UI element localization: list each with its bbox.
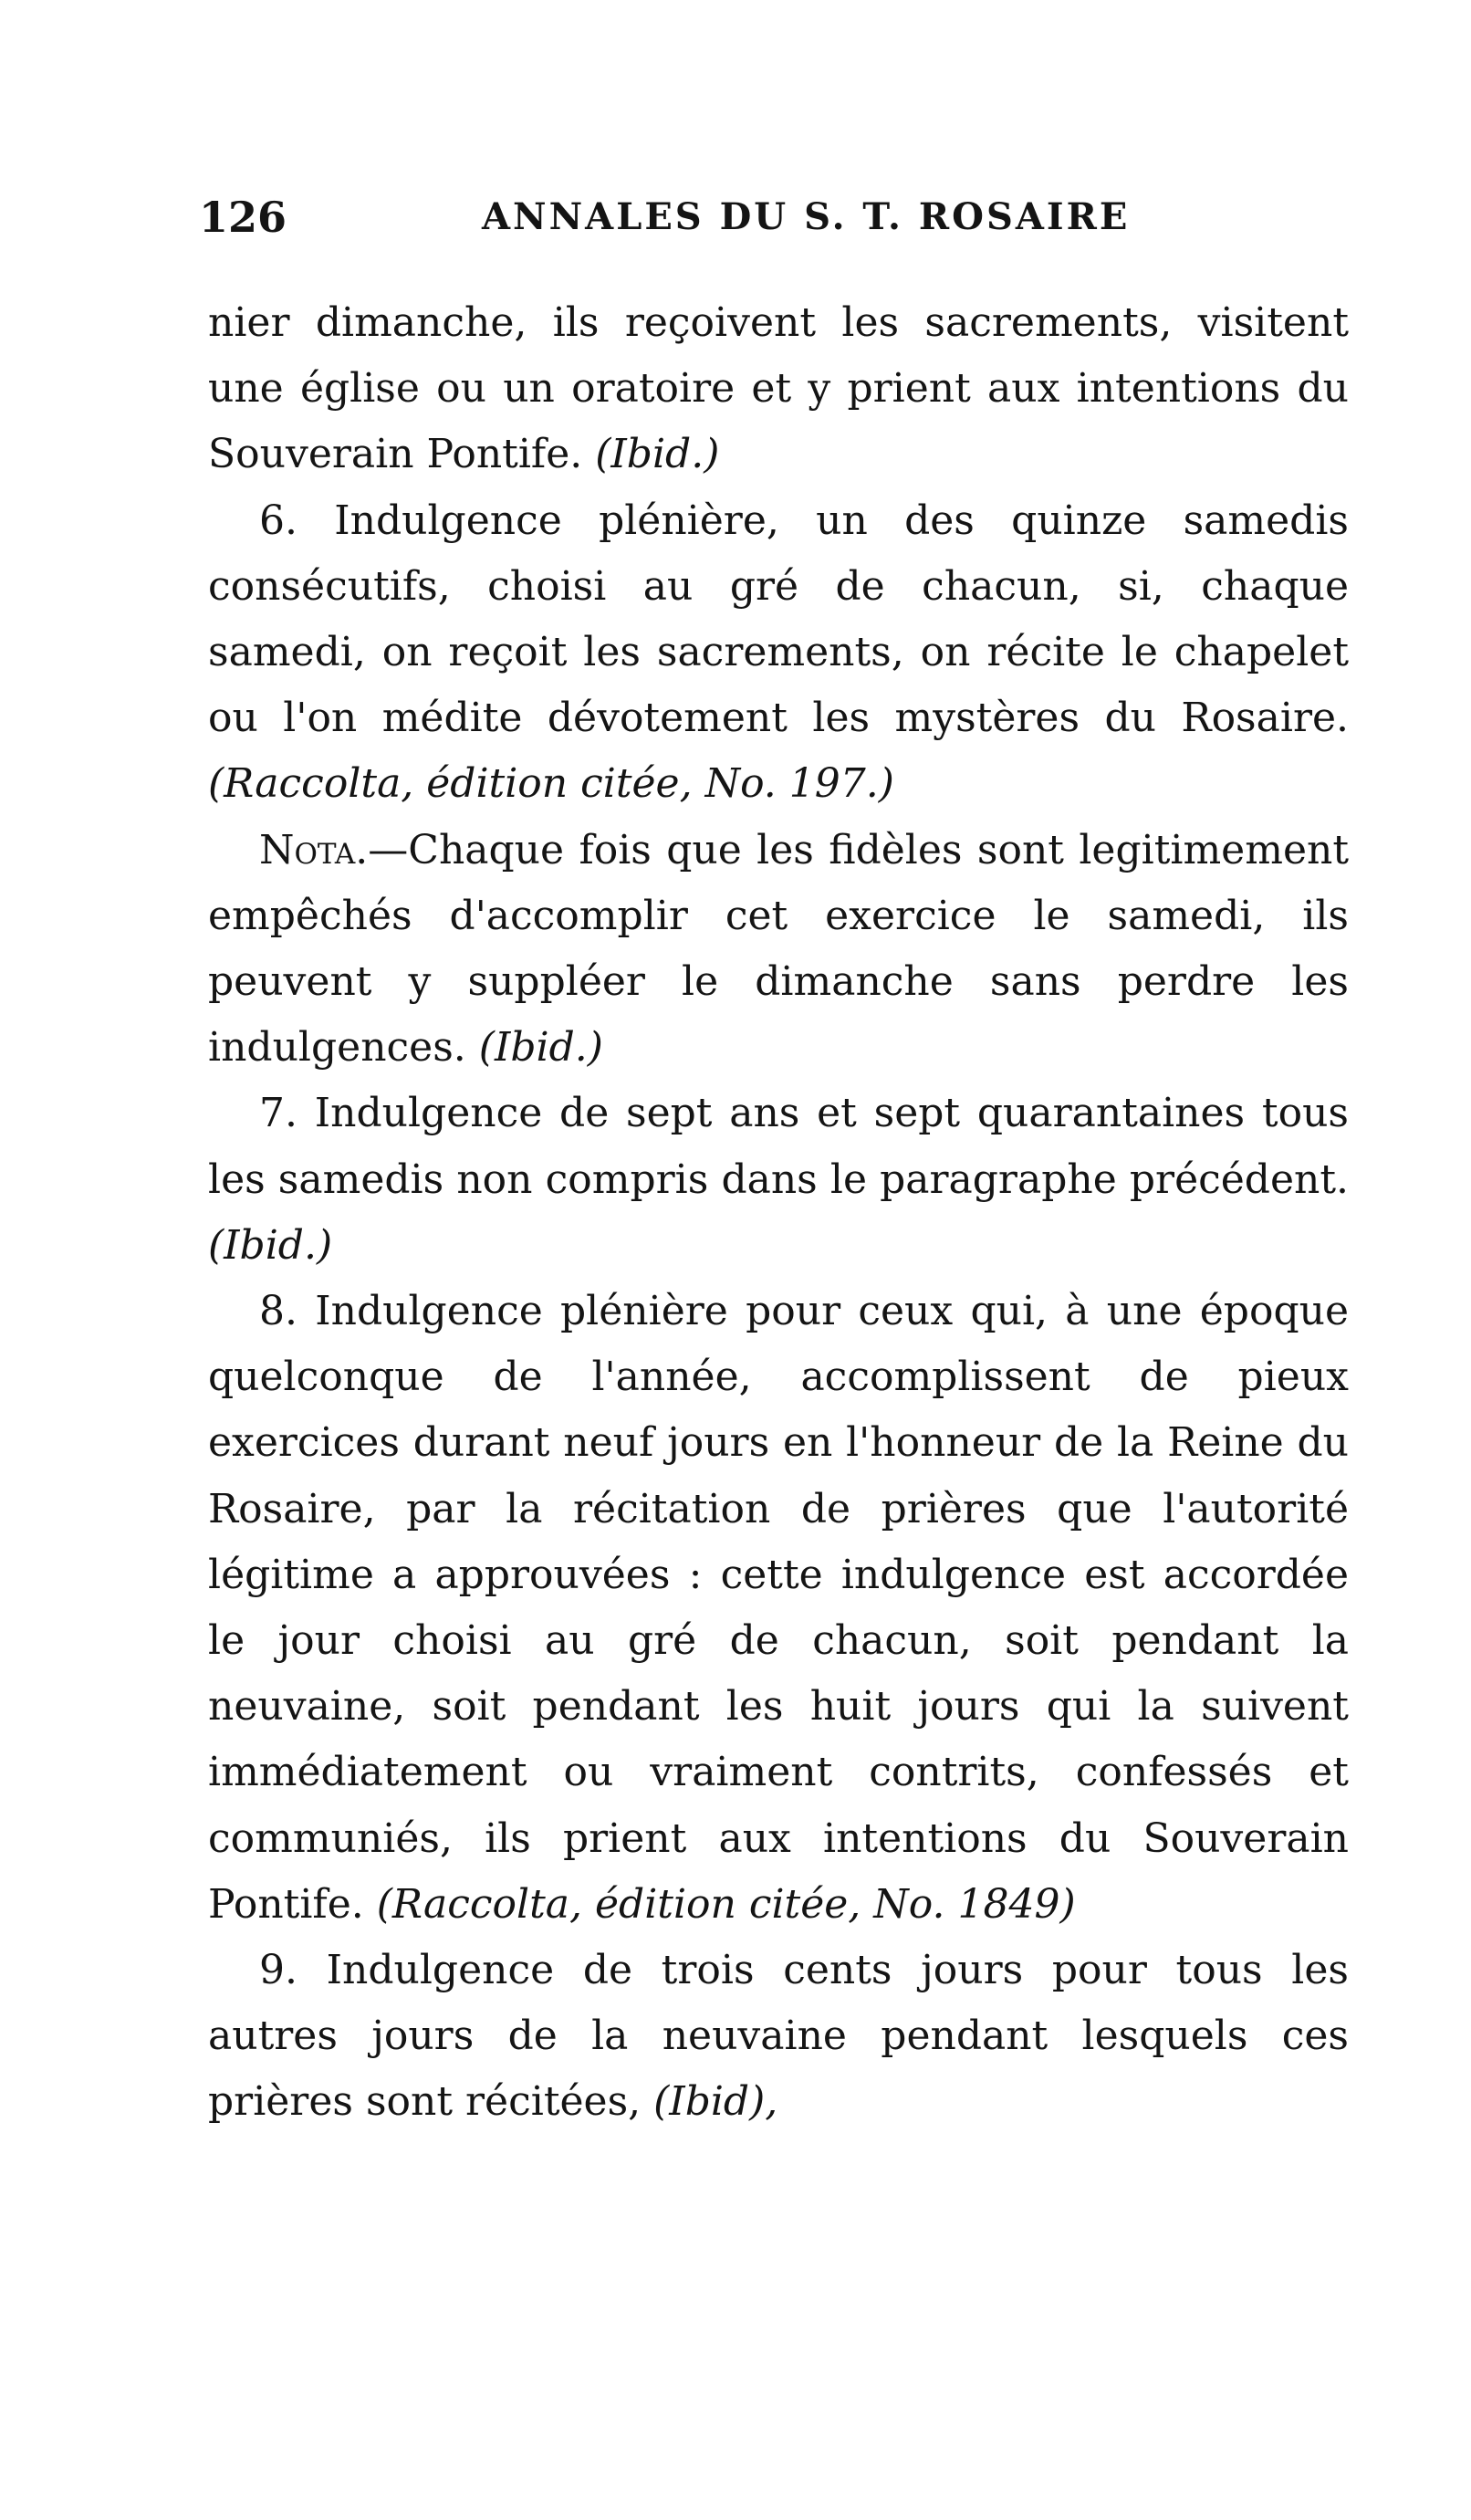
paragraph-text: 6. Indulgence plénière, un des quinze samedis consécutifs, choisi au gré de chacun, si, chaque samedi, on reçoit les sacrements, on récite le chapelet ou l'on médite dévotement les mystères du Rosaire. [208,497,1349,742]
paragraph-text: —Chaque fois que les fidèles sont legitimement empêchés d'accomplir cet exercice le samedi, ils peuvent y suppléer le dimanche sans perdre les indulgences. [208,826,1349,1072]
paragraph-text: 8. Indulgence plénière pour ceux qui, à une époque quelconque de l'année, accomplissent de pieux exercices durant neuf jours en l'honneur de la Reine du Rosaire, par la récitation de prières que l'autorité légitime a approuvées : cette indulgence est accordée le jour choisi au gré de chacun, soit pendant la neuvaine, soit pendant les huit jours qui la suivent immédiatement ou vraiment contrits, confessés et communiés, ils prient aux intentions du Souverain Pontife. [208,1288,1349,1928]
paragraph-9 [208,1938,1349,2136]
paragraph-text: 7. Indulgence de sept ans et sept quarantaines tous les samedis non compris dans le paragraphe précédent. [208,1090,1349,1203]
page-header [199,190,1349,245]
paragraph-text: nier dimanche, ils reçoivent les sacrements, visitent une église ou un oratoire et y prient aux intentions du Souverain Pontife. [208,299,1349,478]
paragraph-continued [208,290,1349,488]
paragraph-text: 9. Indulgence de trois cents jours pour tous les autres jours de la neuvaine pendant lesquels ces prières sont récitées, [208,1947,1349,2126]
citation: (Raccolta, édition citée, No. 197.) [208,760,894,808]
citation: (Ibid), [653,2078,778,2126]
citation: (Ibid.) [595,431,720,478]
paragraph-7 [208,1081,1349,1279]
citation: (Ibid.) [478,1024,603,1072]
body-text [208,290,1349,2136]
paragraph-8 [208,1279,1349,1938]
page-number: 126 [199,193,287,242]
citation: (Ibid.) [208,1221,333,1269]
nota-label: Nota. [259,826,369,873]
citation: (Raccolta, édition citée, No. 1849) [376,1880,1076,1928]
paragraph-6 [208,488,1349,818]
running-title: ANNALES DU S. T. ROSAIRE [482,195,1131,238]
paragraph-nota [208,818,1349,1082]
